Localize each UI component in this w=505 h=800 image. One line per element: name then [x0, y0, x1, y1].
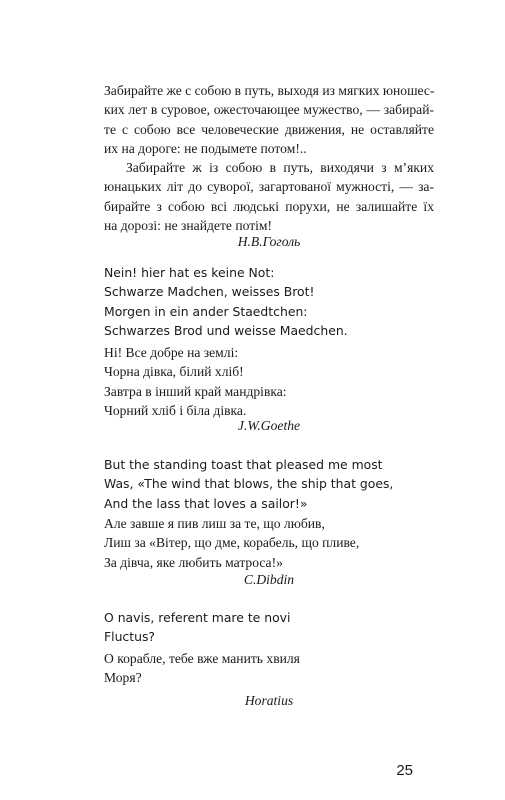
gogol-ukrainian-quote — [104, 158, 434, 235]
quote-line: Чорна дівка, білий хліб! — [104, 364, 244, 380]
quote-line: Fluctus? — [104, 629, 155, 645]
quote-line: Schwarze Madchen, weisses Brot! — [104, 284, 315, 300]
quote-line: Забирайте ж із собою в путь, виходячи з м’яких — [126, 160, 434, 175]
author-attribution: Horatius — [244, 693, 294, 708]
quote-line: Забирайте же с собою в путь, выходя из мягких юношес- — [104, 83, 435, 98]
quote-line: Завтра в інший край мандрівка: — [104, 383, 287, 399]
author-attribution: J.W.Goethe — [237, 418, 301, 433]
dibdin-ukrainian-quote — [104, 514, 434, 572]
quote-line: Was, «The wind that blows, the ship that goes, — [104, 476, 394, 492]
quote-line: их на дороге: не подымете потом!.. — [104, 140, 307, 156]
quote-line: And the lass that loves a sailor!» — [104, 495, 308, 511]
quote-line: ких лет в суровое, ожесточающее мужество, — забирай- — [104, 102, 434, 118]
quote-line: на дорозі: не знайдете потім! — [104, 217, 273, 233]
quote-line: За дівча, яке любить матроса!» — [104, 554, 283, 570]
dibdin-english-quote — [104, 455, 434, 513]
quote-line: бирайте з собою всі людські порухи, не залишайте їх — [104, 198, 434, 214]
quote-line: O navis, referent mare te novi — [104, 610, 291, 625]
goethe-german-quote — [104, 263, 434, 340]
quote-line: Morgen in ein ander Staedtchen: — [104, 303, 308, 319]
horatius-ukrainian-quote — [104, 649, 434, 688]
quote-line: Але завше я пив лиш за те, що любив, — [104, 516, 325, 531]
page-number: 25 — [396, 762, 413, 779]
quote-line: Моря? — [104, 670, 142, 686]
quote-line: юнацьких літ до суворої, загартованої мужності, — за- — [104, 179, 434, 195]
quote-line: Nein! hier hat es keine Not: — [104, 265, 275, 280]
author-attribution: Н.В.Гоголь — [237, 234, 301, 249]
horatius-latin-quote — [104, 608, 434, 647]
quote-line: Ні! Все добре на землі: — [104, 345, 239, 360]
quote-line: О корабле, тебе вже манить хвиля — [104, 651, 300, 666]
goethe-ukrainian-quote — [104, 343, 434, 420]
quote-line: Чорний хліб і біла дівка. — [104, 402, 247, 418]
quote-line: те с собою все человеческие движения, не оставляйте — [104, 121, 434, 137]
quote-line: Schwarzes Brod und weisse Maedchen. — [104, 322, 348, 338]
author-attribution: C.Dibdin — [243, 572, 295, 587]
quote-line: But the standing toast that pleased me most — [104, 457, 383, 472]
gogol-russian-quote — [104, 81, 434, 158]
quote-line: Лиш за «Вітер, що дме, корабель, що пливе, — [104, 535, 360, 551]
